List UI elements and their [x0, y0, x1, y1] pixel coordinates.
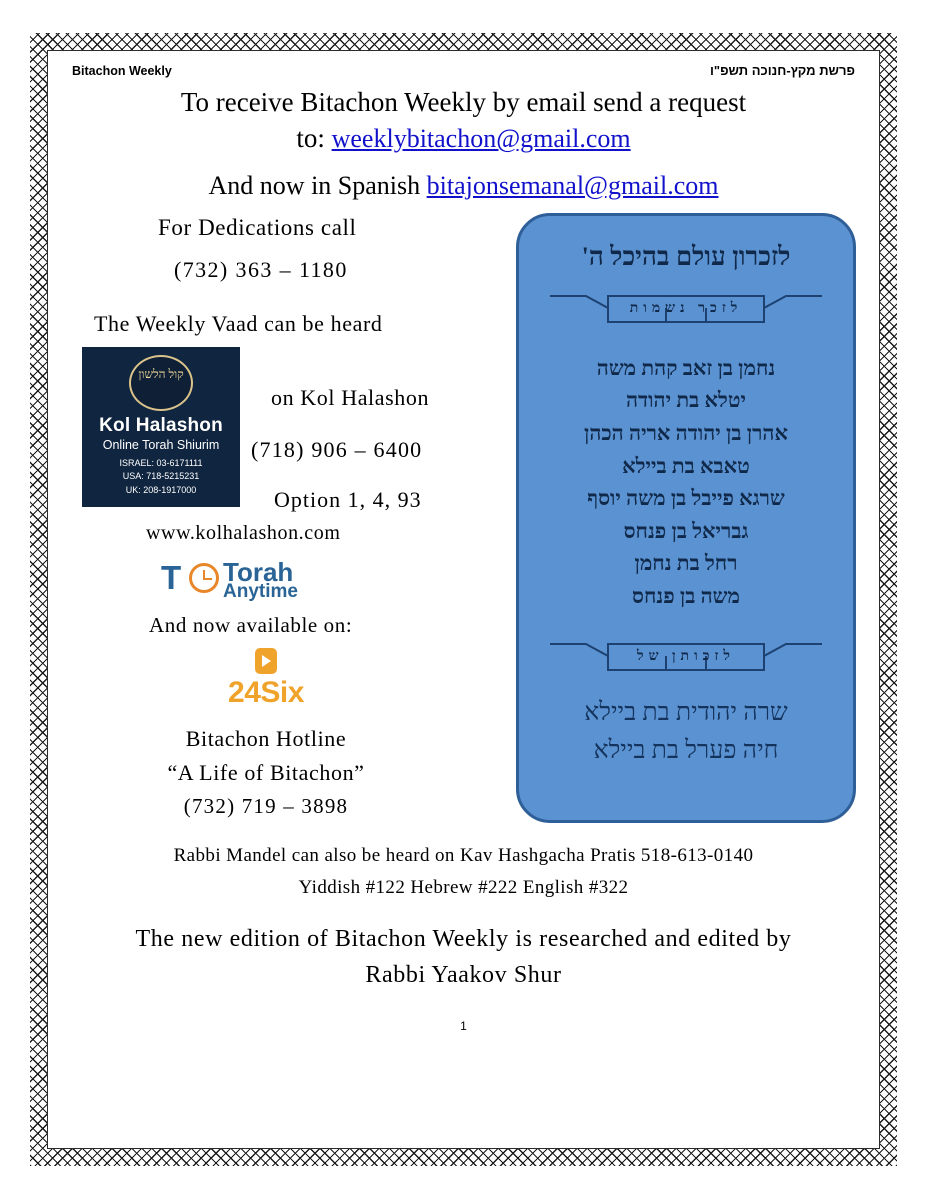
hotline-title: Bitachon Hotline [185, 725, 347, 751]
left-column [66, 213, 506, 823]
spanish-label: And now in Spanish [208, 170, 427, 200]
subscribe-title [66, 84, 861, 157]
kol-halashon-badge-icon [129, 355, 193, 411]
kol-halashon-logo [82, 347, 240, 507]
page-number: 1 [460, 1018, 467, 1033]
memorial-name: יטלא בת יהודה [625, 388, 747, 413]
memorial-name: רחל בת נחמן [634, 551, 738, 576]
play-icon [255, 648, 277, 674]
header-right-title: פרשת מקץ-חנוכה תשפ"ו [710, 63, 855, 78]
weekly-email-link[interactable]: weeklybitachon@gmail.com [331, 124, 631, 154]
memorial-name: טאבא בת ביילא [622, 453, 750, 478]
memorial-banner-bottom [546, 638, 826, 678]
memorial-name: שרגא פייבל בן משה יוסף [587, 486, 785, 511]
page-content [52, 55, 875, 1144]
memorial-zechus-list [519, 694, 853, 769]
clock-icon [189, 563, 219, 593]
weekly-vaad-label: The Weekly Vaad can be heard [94, 310, 383, 336]
kol-halashon-uk: UK: 208-1917000 [125, 484, 197, 495]
kol-halashon-usa: USA: 718-5215231 [122, 471, 200, 482]
spanish-subscribe-line [66, 171, 861, 201]
kol-halashon-website[interactable]: www.kolhalashon.com [146, 521, 341, 544]
footer-block [66, 845, 861, 1033]
memorial-box [516, 213, 856, 823]
subscribe-to-label: to: [296, 123, 332, 154]
memorial-name: משה בן פנחס [632, 583, 740, 608]
24six-text: 24Six [228, 675, 304, 709]
kol-halashon-name: Kol Halashon [99, 414, 223, 436]
kol-halashon-on-label: on Kol Halashon [271, 384, 430, 410]
kol-halashon-numbers [82, 457, 240, 498]
24six-logo [26, 648, 506, 710]
memorial-zechus-name: שרה יהודית בת ביילא [584, 699, 788, 727]
kol-halashon-phone: (718) 906 – 6400 [251, 436, 423, 462]
torah-anytime-word2: Anytime [223, 580, 298, 602]
memorial-name: נחמן בן זאב קהת משה [596, 355, 776, 380]
memorial-banner-bottom-text: לזכותן של [637, 649, 735, 665]
torah-anytime-logo [161, 557, 376, 603]
page-header [66, 61, 861, 78]
edition-credit-line2: Rabbi Yaakov Shur [365, 961, 562, 988]
edition-credit-line1: The new edition of Bitachon Weekly is researched and edited by [135, 925, 792, 952]
dedications-phone: (732) 363 – 1180 [174, 256, 348, 282]
spanish-email-link[interactable]: bitajonsemanal@gmail.com [426, 170, 719, 200]
available-on-label: And now available on: [149, 612, 353, 637]
memorial-banner-top [546, 290, 826, 330]
kol-halashon-subtitle: Online Torah Shiurim [102, 437, 220, 452]
header-left-title: Bitachon Weekly [72, 64, 172, 78]
memorial-zechus-name: חיה פערל בת ביילא [593, 736, 779, 764]
memorial-name: גבריאל בן פנחס [623, 518, 749, 543]
memorial-title: לזכרון עולם בהיכל ה' [581, 241, 791, 271]
torah-anytime-mark: T [161, 558, 180, 596]
main-columns [66, 213, 861, 823]
torah-anytime-word1: Torah [223, 556, 294, 587]
hotline-phone: (732) 719 – 3898 [183, 793, 349, 818]
dedications-label: For Dedications call [158, 214, 357, 240]
memorial-name: אהרן בן יהודה אריה הכהן [583, 420, 788, 445]
right-column [506, 213, 861, 823]
edition-credit [66, 921, 861, 993]
kol-halashon-israel: ISRAEL: 03-6171111 [119, 457, 203, 468]
language-options-line: Yiddish #122 Hebrew #222 English #322 [298, 876, 629, 898]
kol-halashon-badge-hebrew: קול הלשון [138, 366, 184, 381]
memorial-banner-top-text: לזכר נשמות [629, 300, 743, 316]
hotline-name: “A Life of Bitachon” [167, 759, 365, 785]
kav-hashgacha-line: Rabbi Mandel can also be heard on Kav Hashgacha Pratis 518-613-0140 [173, 844, 754, 866]
memorial-names-list [519, 352, 853, 612]
kol-halashon-block [66, 347, 506, 512]
subscribe-line-1: To receive Bitachon Weekly by email send a request [180, 87, 747, 117]
kol-halashon-option: Option 1, 4, 93 [274, 486, 422, 512]
